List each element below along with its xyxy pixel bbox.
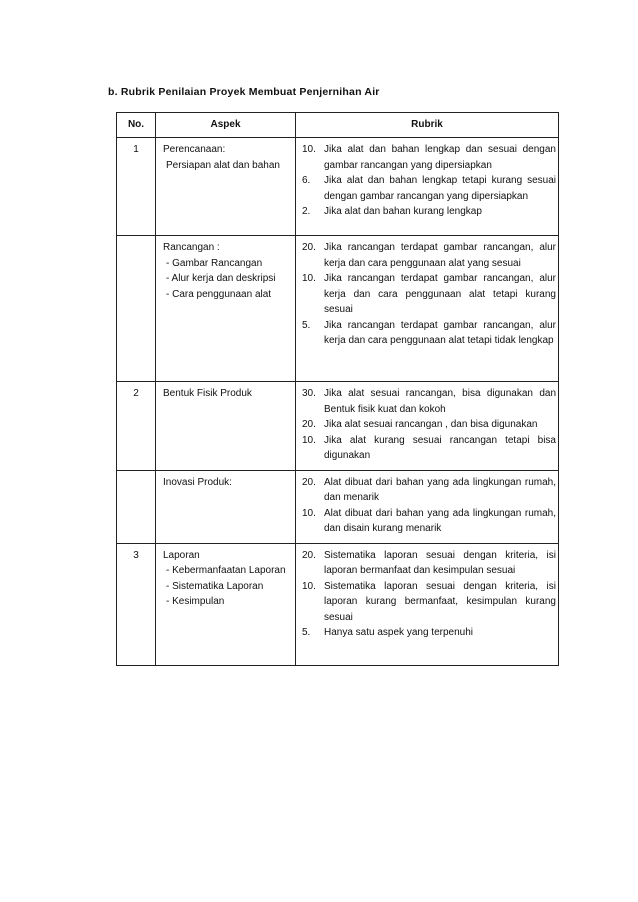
rubrik-criterion xyxy=(302,142,556,173)
rubrik-criterion xyxy=(302,173,556,204)
rubrik-criterion xyxy=(302,204,556,220)
rubrik-criterion xyxy=(302,271,556,318)
aspek-title: Rancangan : xyxy=(163,242,220,253)
rubrik-cell xyxy=(296,236,559,382)
criterion-text: Alat dibuat dari bahan yang ada lingkungan rumah, dan menarik xyxy=(324,476,556,503)
rubrik-criterion xyxy=(302,417,556,433)
aspek-cell xyxy=(156,470,296,543)
criterion-score: 20. xyxy=(302,476,316,488)
criterion-text: Jika rancangan terdapat gambar rancangan, alur kerja dan cara penggunaan alat tetapi tidak lengkap xyxy=(324,319,556,346)
row-number: 1 xyxy=(117,138,156,236)
rubrik-criterion xyxy=(302,318,556,349)
criterion-score: 20. xyxy=(302,549,316,561)
table-row xyxy=(117,382,559,471)
criterion-score: 10. xyxy=(302,580,316,592)
criterion-text: Sistematika laporan sesuai dengan kriteria, isi laporan bermanfaat dan kesimpulan sesuai xyxy=(324,549,556,576)
criterion-score: 6. xyxy=(302,175,311,186)
criterion-text: Jika alat dan bahan lengkap dan sesuai dengan gambar rancangan yang dipersiapkan xyxy=(324,144,556,171)
header-rubrik: Rubrik xyxy=(296,113,559,138)
criterion-score: 20. xyxy=(302,242,316,253)
table-row xyxy=(117,236,559,382)
rubrik-cell xyxy=(296,470,559,543)
rubrik-cell xyxy=(296,543,559,665)
rubrik-criterion xyxy=(302,386,556,417)
criterion-text: Alat dibuat dari bahan yang ada lingkungan rumah, dan disain kurang menarik xyxy=(324,507,556,534)
criterion-score: 10. xyxy=(302,144,316,155)
rubrik-criterion xyxy=(302,475,556,506)
table-row xyxy=(117,138,559,236)
criterion-score: 5. xyxy=(302,627,311,638)
criterion-text: Hanya satu aspek yang terpenuhi xyxy=(324,627,473,638)
criterion-text: Jika alat kurang sesuai rancangan tetapi bisa digunakan xyxy=(324,434,556,461)
row-number xyxy=(117,470,156,543)
rubrik-criterion xyxy=(302,506,556,537)
aspek-title: Perencanaan: xyxy=(163,144,226,155)
criterion-score: 10. xyxy=(302,434,316,446)
rubric-table xyxy=(116,112,559,666)
criterion-score: 30. xyxy=(302,388,316,399)
rubrik-criterion xyxy=(302,548,556,579)
rubrik-criterion xyxy=(302,579,556,626)
table-row xyxy=(117,543,559,665)
header-aspek: Aspek xyxy=(156,113,296,138)
criterion-text: Jika rancangan terdapat gambar rancangan, alur kerja dan cara penggunaan alat yang sesuai xyxy=(324,242,556,269)
criterion-score: 2. xyxy=(302,206,311,217)
criterion-text: Jika alat dan bahan lengkap tetapi kurang sesuai dengan gambar rancangan yang dipersiapkan xyxy=(324,175,556,202)
rubrik-cell xyxy=(296,382,559,471)
aspek-subitem: - Sistematika Laporan xyxy=(166,580,264,592)
criterion-score: 20. xyxy=(302,419,316,430)
aspek-subitem: - Cara penggunaan alat xyxy=(166,288,272,300)
rubrik-cell xyxy=(296,138,559,236)
aspek-subitem: - Alur kerja dan deskripsi xyxy=(166,273,276,284)
aspek-cell xyxy=(156,543,296,665)
aspek-cell xyxy=(156,236,296,382)
criterion-text: Jika alat sesuai rancangan , dan bisa digunakan xyxy=(324,419,538,430)
row-number: 2 xyxy=(117,382,156,471)
criterion-text: Jika rancangan terdapat gambar rancangan, alur kerja dan cara penggunaan alat tetapi kurang sesuai xyxy=(324,273,556,315)
aspek-subitem: Persiapan alat dan bahan xyxy=(166,159,280,171)
aspek-cell xyxy=(156,382,296,471)
criterion-text: Jika alat sesuai rancangan, bisa digunakan dan Bentuk fisik kuat dan kokoh xyxy=(324,388,556,415)
aspek-subitem: - Kesimpulan xyxy=(166,596,225,607)
row-number: 3 xyxy=(117,543,156,665)
criterion-score: 5. xyxy=(302,319,311,331)
rubrik-criterion xyxy=(302,433,556,464)
aspek-subitem: - Gambar Rancangan xyxy=(166,257,263,269)
criterion-text: Sistematika laporan sesuai dengan kriteria, isi laporan kurang bermanfaat, kesimpulan kurang sesuai xyxy=(324,580,556,623)
table-row xyxy=(117,470,559,543)
header-no: No. xyxy=(117,113,156,138)
aspek-title: Bentuk Fisik Produk xyxy=(163,388,252,399)
table-header-row xyxy=(117,113,559,138)
criterion-score: 10. xyxy=(302,507,316,519)
aspek-title: Inovasi Produk: xyxy=(163,476,232,488)
aspek-title: Laporan xyxy=(163,549,200,561)
aspek-subitem: - Kebermanfaatan Laporan xyxy=(166,565,286,576)
aspek-cell xyxy=(156,138,296,236)
criterion-text: Jika alat dan bahan kurang lengkap xyxy=(324,206,482,217)
criterion-score: 10. xyxy=(302,273,316,284)
row-number xyxy=(117,236,156,382)
rubrik-criterion xyxy=(302,625,556,641)
rubrik-criterion xyxy=(302,240,556,271)
section-heading: b. Rubrik Penilaian Proyek Membuat Penjernihan Air xyxy=(108,86,380,98)
